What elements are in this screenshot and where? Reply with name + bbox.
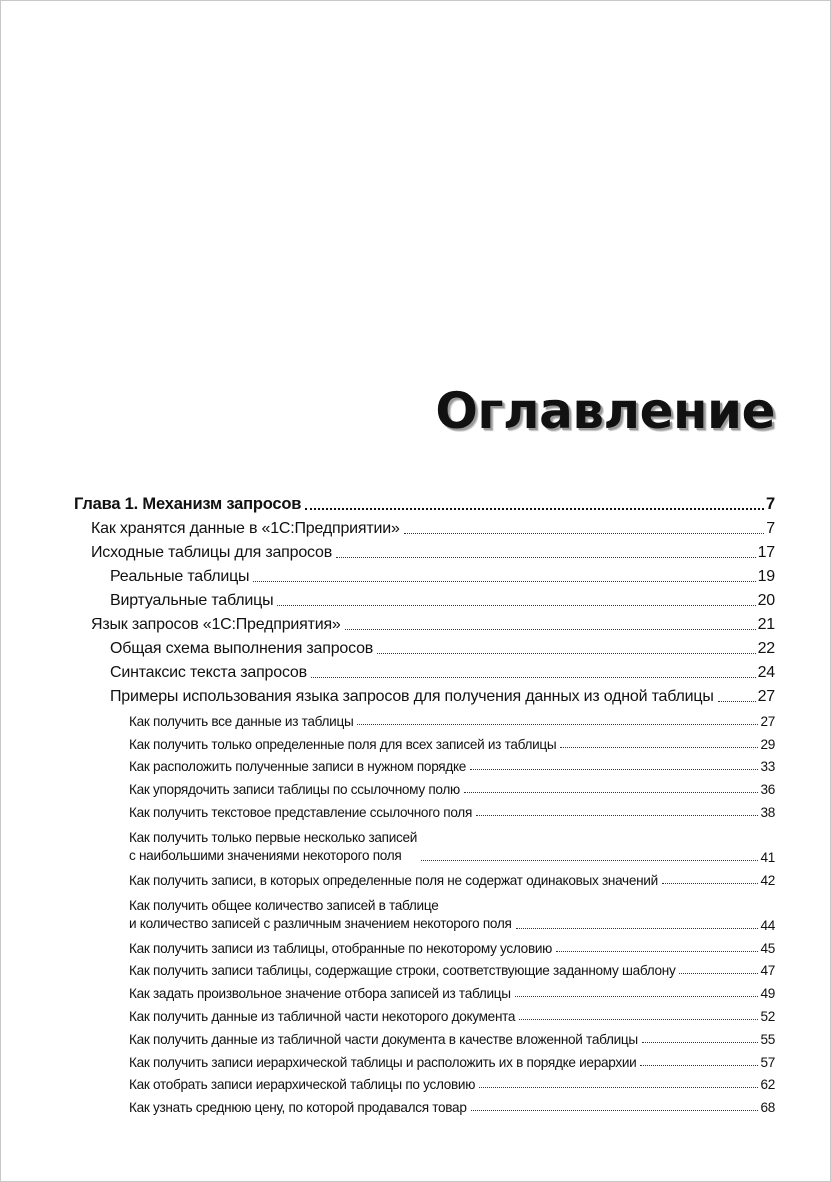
toc-entry-label: Как получить данные из табличной части документа в качестве вложенной таблицы [129, 1031, 638, 1047]
toc-page-number: 52 [760, 1008, 775, 1024]
toc-entry-label: Как получить записи таблицы, содержащие строки, соответствующие заданному шаблону [129, 963, 676, 979]
toc-entry-label: Как задать произвольное значение отбора записей из таблицы [129, 986, 511, 1002]
toc-entry[interactable] [74, 978, 775, 1001]
toc-entry[interactable] [74, 514, 775, 538]
dot-leader [345, 629, 756, 630]
toc-entry-label: Примеры использования языка запросов для получения данных из одной таблицы [110, 688, 714, 705]
dot-leader [336, 557, 756, 558]
toc-entry[interactable] [74, 820, 775, 865]
toc-entry-label: Глава 1. Механизм запросов [74, 495, 302, 513]
toc-entry-label: Реальные таблицы [110, 568, 250, 585]
toc-page-number: 57 [760, 1054, 775, 1070]
toc-page-number: 19 [757, 568, 775, 585]
toc-entry[interactable] [74, 1001, 775, 1024]
dot-leader [515, 996, 759, 997]
toc-entry-label: Как хранятся данные в «1С:Предприятии» [91, 520, 400, 537]
dot-leader [470, 769, 758, 770]
toc-entry-label-line-2: с наибольшими значениями некоторого поля [129, 847, 402, 863]
toc-entry-label: Язык запросов «1С:Предприятия» [91, 616, 341, 633]
toc-entry[interactable] [74, 634, 775, 658]
toc-page-number: 55 [760, 1031, 775, 1047]
dot-leader [560, 747, 758, 748]
dot-leader [476, 815, 758, 816]
toc-page-number: 29 [760, 736, 775, 752]
toc-entry[interactable] [74, 729, 775, 752]
dot-leader [464, 792, 759, 793]
dot-leader [471, 1110, 759, 1111]
dot-leader [556, 951, 758, 952]
toc-entry-label: Как получить записи, в которых определенные поля не содержат одинаковых значений [129, 872, 658, 888]
toc-entry-label: Как получить текстовое представление ссылочного поля [129, 804, 473, 820]
dot-leader [305, 508, 764, 510]
toc-entry[interactable] [74, 1092, 775, 1115]
dot-leader [642, 1042, 759, 1043]
toc-entry-label: Как получить все данные из таблицы [129, 713, 354, 729]
toc-entry-label: Как отобрать записи иерархической таблицы по условию [129, 1077, 476, 1093]
toc-entry-label: Как получить данные из табличной части некоторого документа [129, 1008, 516, 1024]
toc-entry-label: Исходные таблицы для запросов [91, 544, 333, 561]
toc-page-number: 62 [760, 1077, 775, 1093]
toc-page-number: 36 [760, 782, 775, 798]
toc-page-number: 47 [760, 963, 775, 979]
toc-entry-label: Как получить записи иерархической таблицы и расположить их в порядке иерархии [129, 1054, 637, 1070]
dot-leader [718, 701, 756, 702]
toc-entry-label: Виртуальные таблицы [110, 592, 274, 609]
toc-entry-label-line-1: Как получить только первые несколько записей [129, 829, 418, 845]
dot-leader [662, 883, 759, 884]
dot-leader [479, 1087, 758, 1088]
toc-entry[interactable] [74, 888, 775, 933]
toc-entry-label: Общая схема выполнения запросов [110, 640, 374, 657]
toc-entry-label: Синтаксис текста запросов [110, 664, 307, 681]
toc-page-number: 22 [757, 640, 775, 657]
toc-page-number: 7 [766, 520, 775, 537]
toc-page-number: 41 [760, 849, 775, 865]
toc-page-number: 38 [760, 804, 775, 820]
toc-page-number: 21 [757, 616, 775, 633]
toc-entry-label-line-1: Как получить общее количество записей в таблице [129, 897, 439, 913]
toc-entry[interactable] [74, 706, 775, 729]
toc-entry-label [129, 829, 421, 865]
toc-page-number: 7 [766, 495, 775, 513]
toc-entry-label [129, 897, 516, 933]
toc-page-number: 33 [760, 759, 775, 775]
dot-leader [311, 677, 756, 678]
toc-entry[interactable] [74, 1024, 775, 1047]
toc-entry[interactable] [74, 586, 775, 610]
toc-page-number: 20 [757, 592, 775, 609]
toc-entry[interactable] [74, 538, 775, 562]
toc-entry-label: Как получить записи из таблицы, отобранные по некоторому условию [129, 940, 553, 956]
toc-entry-label: Как получить только определенные поля для всех записей из таблицы [129, 736, 557, 752]
dot-leader [516, 928, 759, 929]
dot-leader [277, 605, 755, 606]
toc-page-number: 24 [757, 664, 775, 681]
toc-entry[interactable] [74, 774, 775, 797]
toc-entry-label: Как расположить полученные записи в нужном порядке [129, 759, 467, 775]
table-of-contents [74, 490, 775, 1115]
dot-leader [679, 973, 758, 974]
toc-entry[interactable] [74, 682, 775, 706]
dot-leader [357, 724, 758, 725]
toc-entry-label: Как упорядочить записи таблицы по ссылочному полю [129, 782, 460, 798]
toc-entry[interactable] [74, 1070, 775, 1093]
toc-page-number: 45 [760, 940, 775, 956]
toc-entry[interactable] [74, 933, 775, 956]
toc-entry[interactable] [74, 865, 775, 888]
toc-entry[interactable] [74, 797, 775, 820]
dot-leader [253, 581, 755, 582]
toc-chapter-1[interactable] [74, 490, 775, 514]
toc-page-number: 49 [760, 986, 775, 1002]
dot-leader [421, 860, 758, 861]
page-title: Оглавление [435, 382, 775, 440]
toc-page-number: 68 [760, 1100, 775, 1116]
toc-page-number: 44 [760, 917, 775, 933]
toc-entry-label-line-2: и количество записей с различным значением некоторого поля [129, 915, 512, 931]
toc-page-number: 42 [760, 872, 775, 888]
dot-leader [404, 533, 765, 534]
toc-entry[interactable] [74, 752, 775, 775]
toc-page-number: 17 [757, 544, 775, 561]
toc-entry[interactable] [74, 1047, 775, 1070]
toc-entry-label: Как узнать среднюю цену, по которой продавался товар [129, 1100, 467, 1116]
toc-entry[interactable] [74, 562, 775, 586]
dot-leader [640, 1065, 758, 1066]
toc-entry[interactable] [74, 956, 775, 979]
toc-entry[interactable] [74, 658, 775, 682]
toc-page-number: 27 [757, 688, 775, 705]
toc-entry[interactable] [74, 610, 775, 634]
dot-leader [377, 653, 756, 654]
dot-leader [519, 1019, 758, 1020]
toc-page-number: 27 [760, 713, 775, 729]
